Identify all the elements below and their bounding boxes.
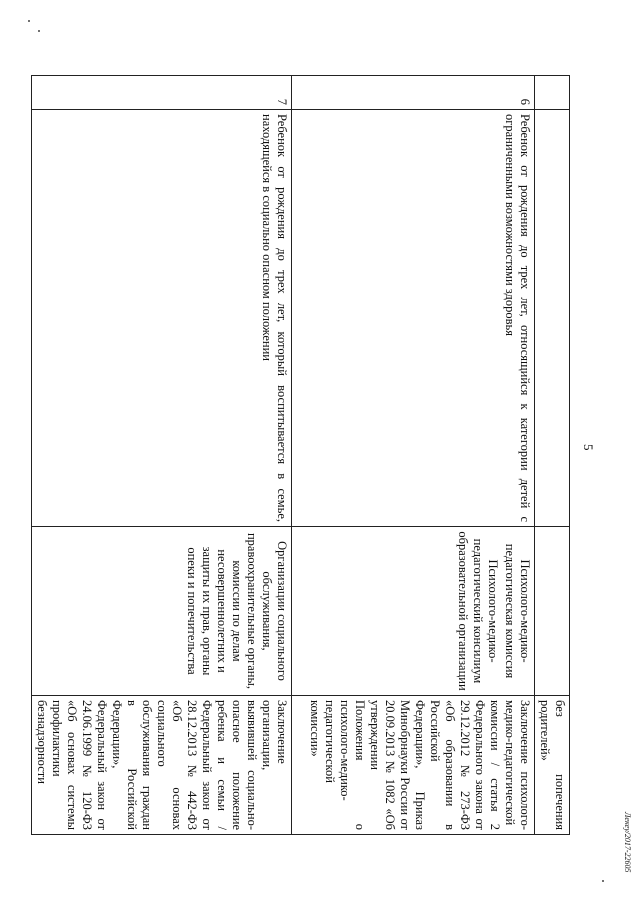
organization-cell: [535, 527, 570, 696]
document-cell: Заключение организации, выявившей социально-опасное положение ребенка и семьи / Федеральный закон от 28.12.2013 № 442-ФЗ «Об основах социального обслуживания граждан в Российской Федерации», Федеральный закон от 24.06.1999 № 120-ФЗ «Об основах системы профилактики безнадзорности: [32, 696, 292, 835]
eligibility-table: [31, 75, 570, 835]
row-number-cell: 7: [32, 76, 292, 110]
row-number-cell: 6: [292, 76, 535, 110]
organization-cell: [32, 527, 292, 696]
page-number: 5: [581, 444, 596, 451]
table-row: [32, 76, 292, 835]
organization-name: Организации социального обслуживания, правоохранительные органы, комиссии по делам несовершеннолетних и защиты их прав, органы опеки и попечительства: [185, 532, 289, 690]
organization-cell: [292, 527, 535, 696]
table-row: [535, 76, 570, 835]
scan-speck: [28, 20, 30, 22]
document-code: Лекеу/2017-22605: [623, 812, 632, 873]
document-cell: без попечения родителей»: [535, 696, 570, 835]
scan-speck: [38, 30, 40, 32]
category-cell: Ребенок от рождения до трех лет, который воспитывается в семье, находящейся в социально опасном положении: [32, 110, 292, 527]
category-cell: Ребенок от рождения до трех лет, относящийся к категории детей с ограниченными возможностями здоровья: [292, 110, 535, 527]
category-cell: [535, 110, 570, 527]
table-row: [292, 76, 535, 835]
row-number-cell: [535, 76, 570, 110]
scan-speck: [602, 880, 604, 882]
organization-name: Психолого-медико-педагогическая комиссия: [503, 543, 532, 679]
organization-name: Психолого-медико-педагогический консилиум образовательной организации: [456, 531, 500, 691]
document-cell: Заключение психолого-медико-педагогической комиссии / статья 2 Федерального закона от 29.12.2012 № 273-ФЗ «Об образовании в Российской Федерации», Приказ Минобрнауки России от 20.09.2013 № 1082 «Об утверждении Положения о психолого-медико-педагогической комиссии»: [292, 696, 535, 835]
